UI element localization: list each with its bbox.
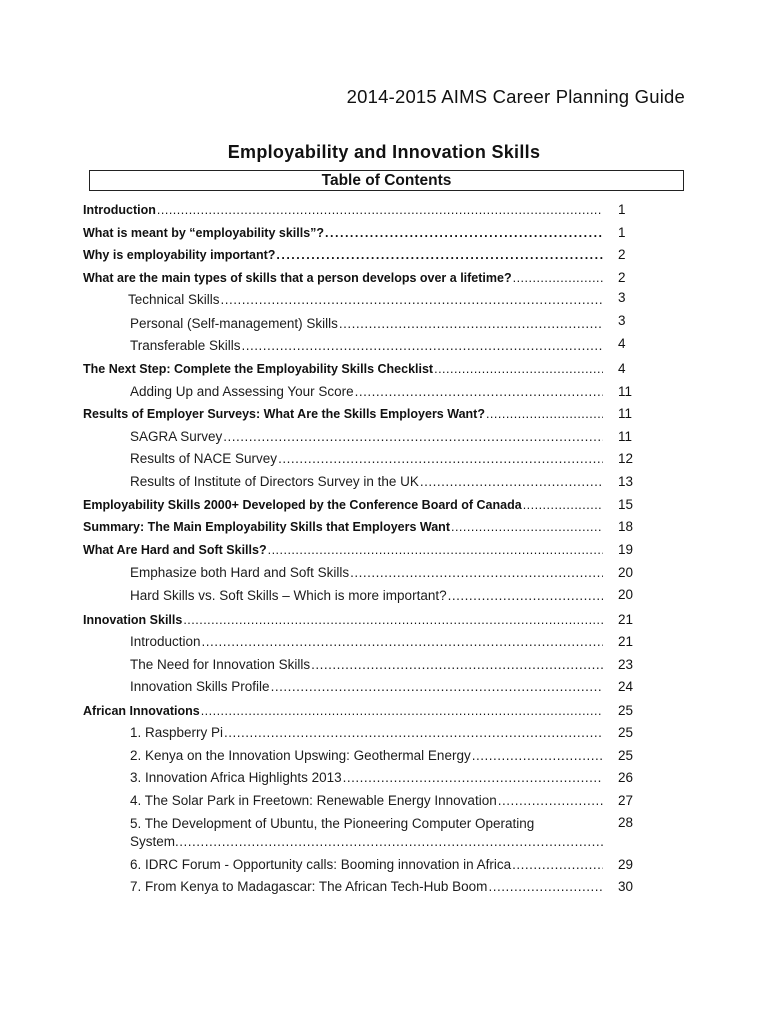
toc-entry-title: Results of Employer Surveys: What Are the Skills Employers Want? [83,407,485,421]
toc-entry-page: 4 [618,336,626,351]
toc-entry-title: Personal (Self-management) Skills [130,316,338,331]
toc-entry-title: Transferable Skills [130,338,241,353]
toc-entry-page: 20 [618,587,634,602]
toc-entry-title: Adding Up and Assessing Your Score [130,384,354,399]
toc-entry[interactable] [130,634,603,650]
toc-entry[interactable] [83,361,603,377]
toc-entry[interactable] [83,497,603,513]
toc-entry[interactable] [83,612,603,628]
toc-entry-page: 23 [618,657,634,672]
toc-entry[interactable] [83,202,603,218]
toc-entry-page: 12 [618,451,634,466]
toc-entry[interactable] [83,703,603,719]
toc-entry[interactable] [130,429,603,445]
toc-entry-page: 2 [618,270,626,285]
toc-entry-title: Introduction [130,634,201,649]
toc-entry[interactable] [130,474,603,490]
toc-entry-page: 21 [618,612,634,627]
toc-entry-title: 6. IDRC Forum - Opportunity calls: Booming innovation in Africa [130,857,512,872]
toc-entry-page: 4 [618,361,626,376]
toc-entry-page: 26 [618,770,634,785]
toc-entry-title: 7. From Kenya to Madagascar: The African Tech-Hub Boom [130,879,488,894]
toc-entry-title: What Are Hard and Soft Skills? [83,543,267,557]
toc-entry-page: 11 [618,406,633,421]
toc-entry-page: 29 [618,857,634,872]
toc-entry-page: 3 [618,290,626,305]
toc-entry-title: 2. Kenya on the Innovation Upswing: Geothermal Energy [130,748,471,763]
toc-entry[interactable] [130,815,603,851]
toc-entry-page: 21 [618,634,634,649]
toc-entry[interactable] [130,879,603,895]
toc-entry[interactable] [130,338,603,354]
toc-entry[interactable] [128,292,603,308]
toc-entry-title: Innovation Skills Profile [130,679,270,694]
toc-entry-title: What is meant by “employability skills”? [83,226,325,240]
toc-entry-page: 18 [618,519,634,534]
toc-entry-title: Hard Skills vs. Soft Skills – Which is more important? [130,588,447,603]
toc-entry-title: Technical Skills [128,292,220,307]
toc-entry-page: 27 [618,793,634,808]
toc-entry[interactable] [130,748,603,764]
toc-entry-title: What are the main types of skills that a person develops over a lifetime? [83,271,512,285]
toc-entry-page: 25 [618,703,634,718]
toc-entry[interactable] [130,657,603,673]
document-title: Employability and Innovation Skills [227,142,541,162]
toc-entry-title-continued: System [130,834,176,849]
toc-entry-title: Introduction [83,203,156,217]
toc-entry-page: 1 [618,225,626,240]
toc-entry[interactable] [130,565,603,581]
guide-header-title: 2014-2015 AIMS Career Planning Guide [346,86,685,107]
toc-entry-page: 15 [618,497,634,512]
toc-entry-page: 3 [618,313,626,328]
toc-entry-page: 20 [618,565,634,580]
toc-entry-title: SAGRA Survey [130,429,223,444]
toc-entry-title: 3. Innovation Africa Highlights 2013 [130,770,342,785]
toc-entry[interactable] [83,270,603,286]
toc-entry-title: 1. Raspberry Pi [130,725,224,740]
toc-entry-title: The Need for Innovation Skills [130,657,311,672]
toc-entry[interactable] [83,225,603,241]
toc-entry-page: 28 [618,815,634,830]
toc-entry-title: 4. The Solar Park in Freetown: Renewable Energy Innovation [130,793,497,808]
toc-entry-title: Summary: The Main Employability Skills that Employers Want [83,520,450,534]
toc-entry-title: 5. The Development of Ubuntu, the Pioneering Computer Operating [130,816,535,831]
toc-entry-page: 11 [618,429,633,444]
toc-entry[interactable] [130,793,603,809]
toc-entry-title: The Next Step: Complete the Employability Skills Checklist [83,362,434,376]
toc-entry-title: Emphasize both Hard and Soft Skills [130,565,350,580]
toc-entry[interactable] [83,406,603,422]
toc-entry-page: 1 [618,202,626,217]
toc-entry-title: Results of NACE Survey [130,451,278,466]
toc-entry[interactable] [130,588,603,604]
toc-entry[interactable] [130,725,603,741]
toc-entry[interactable] [83,519,603,535]
toc-entry[interactable] [130,679,603,695]
toc-entry[interactable] [83,247,603,263]
toc-entry[interactable] [130,384,603,400]
toc-entry-page: 30 [618,879,634,894]
toc-entry-title: Why is employability important? [83,248,276,262]
toc-entry-page: 2 [618,247,626,262]
toc-entry[interactable] [83,542,603,558]
toc-entry-title: Innovation Skills [83,613,183,627]
toc-entry-page: 25 [618,725,634,740]
toc-entry[interactable] [130,857,603,873]
toc-entry-page: 24 [618,679,634,694]
toc-entry-page: 11 [618,384,633,399]
toc-entry[interactable] [130,451,603,467]
toc-entry-page: 25 [618,748,634,763]
toc-entry[interactable] [130,316,603,332]
toc-entry-title: Results of Institute of Directors Survey in the UK [130,474,419,489]
toc-entry-page: 13 [618,474,634,489]
toc-entry[interactable] [130,770,603,786]
toc-entry-title: African Innovations [83,704,200,718]
toc-entry-page: 19 [618,542,634,557]
toc-heading: Table of Contents [89,170,684,191]
toc-entry-title: Employability Skills 2000+ Developed by the Conference Board of Canada [83,498,522,512]
